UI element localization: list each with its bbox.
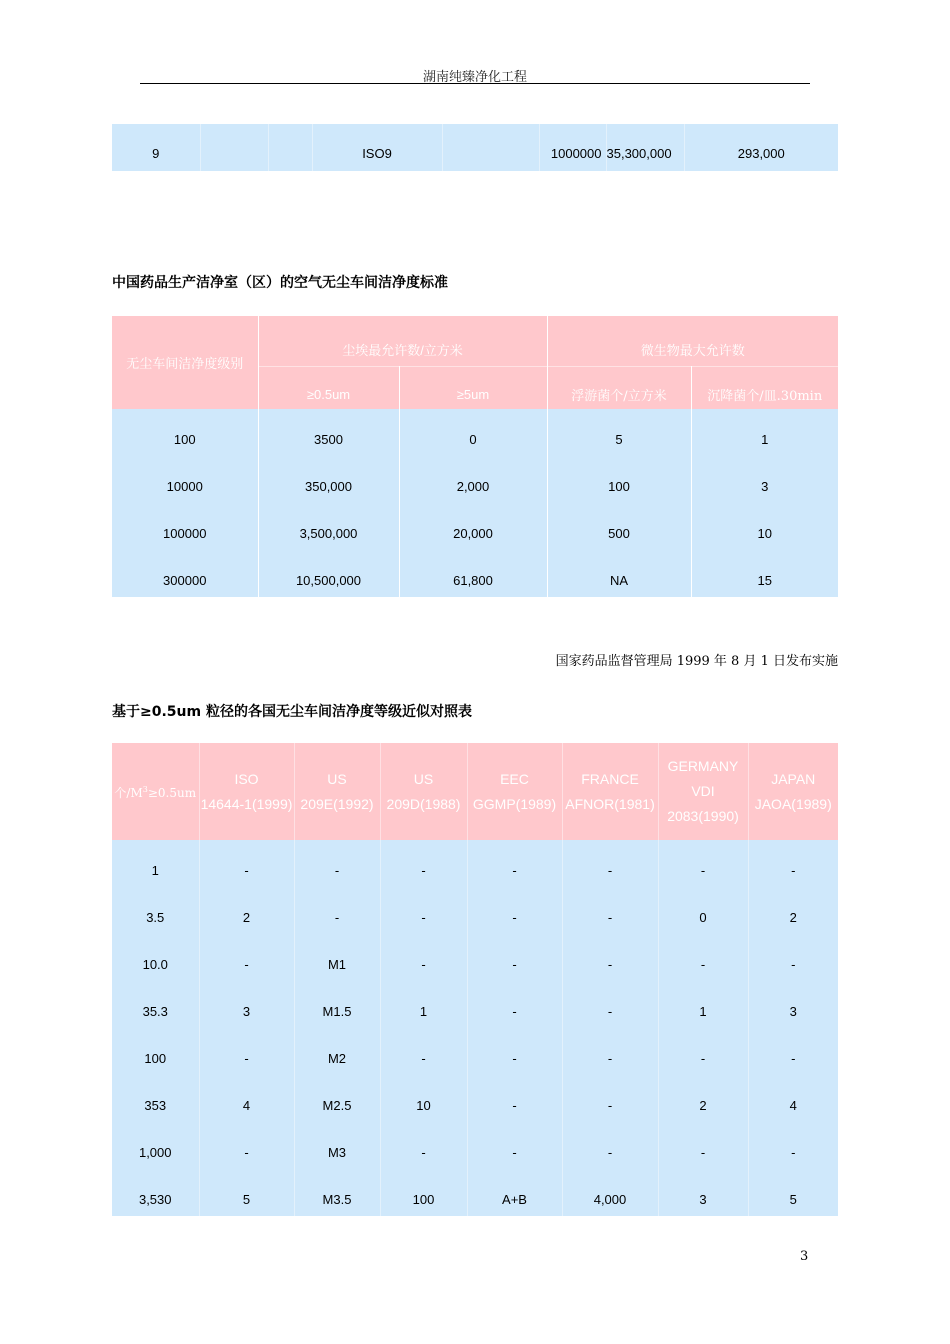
table-cell: -	[380, 934, 467, 981]
header-dust-limit: 尘埃最允许数/立方米	[258, 316, 547, 366]
subheader-settling-bacteria: 沉降菌个/皿.30min	[691, 366, 838, 409]
table-row	[112, 934, 838, 981]
header-japan: JAPAN JAOA(1989)	[748, 743, 838, 840]
table-cell: -	[748, 934, 838, 981]
table-row	[112, 1075, 838, 1122]
table-cell: 353	[112, 1075, 199, 1122]
table-cell: 10	[691, 503, 838, 550]
table-cell: 100000	[112, 503, 258, 550]
table-cell: -	[562, 1075, 658, 1122]
table-row	[112, 503, 838, 550]
comparison-table-body	[112, 840, 838, 1216]
table-cell: -	[467, 1075, 562, 1122]
table-cell: 2	[748, 887, 838, 934]
table-cell: 10000	[112, 456, 258, 503]
table-cell	[268, 124, 312, 171]
table-cell: 3	[691, 456, 838, 503]
table-cell: 1,000	[112, 1122, 199, 1169]
subheader-airborne-bacteria: 浮游菌个/立方米	[547, 366, 691, 409]
page-header: 湖南纯臻净化工程	[422, 70, 527, 85]
issuing-note: 国家药品监督管理局 1999 年 8 月 1 日发布实施	[555, 654, 838, 669]
table-cell: 10,500,000	[258, 550, 399, 597]
table-cell: 100	[112, 409, 258, 456]
table-cell: 4	[748, 1075, 838, 1122]
table-cell: -	[199, 840, 294, 887]
table-cell: 4	[199, 1075, 294, 1122]
table-cell	[200, 124, 268, 171]
table-cell: -	[380, 887, 467, 934]
table-cell: 3	[199, 981, 294, 1028]
table-cell: 350,000	[258, 456, 399, 503]
table-row	[112, 124, 838, 171]
page-number: 3	[800, 1249, 809, 1264]
table-cell: -	[467, 934, 562, 981]
table-cell: 0	[399, 409, 547, 456]
table-cell: -	[467, 887, 562, 934]
table-cell: 3,530	[112, 1169, 199, 1216]
table-cell: M1.5	[294, 981, 380, 1028]
table-row	[112, 1169, 838, 1216]
table-cell: 10	[380, 1075, 467, 1122]
table-cell: -	[294, 840, 380, 887]
table-cell: 3	[748, 981, 838, 1028]
table-header-row	[112, 743, 838, 840]
header-microbe-limit: 微生物最大允许数	[547, 316, 838, 366]
header-germany: GERMANY VDI 2083(1990)	[658, 743, 748, 840]
table-cell: M3	[294, 1122, 380, 1169]
table-cell: 10.0	[112, 934, 199, 981]
header-particle-count: 个$/M^3\ge 0.5um$	[112, 743, 199, 840]
table-cell: 2,000	[399, 456, 547, 503]
table-cell: -	[199, 1028, 294, 1075]
iso-continuation-table	[112, 124, 838, 171]
table-cell: 1	[380, 981, 467, 1028]
table-row	[112, 981, 838, 1028]
table-cell: -	[748, 840, 838, 887]
table-row	[112, 1122, 838, 1169]
table-cell: -	[658, 840, 748, 887]
table-cell: -	[748, 1122, 838, 1169]
china-cleanroom-table	[112, 316, 838, 597]
table-cell: -	[748, 1028, 838, 1075]
table-row	[112, 409, 838, 456]
table-cell: -	[467, 1028, 562, 1075]
table-cell: 1	[112, 840, 199, 887]
table-cell: 300000	[112, 550, 258, 597]
table-cell: 500	[547, 503, 691, 550]
subheader-5um: ≥5um	[399, 366, 547, 409]
section-title-china-standard: 中国药品生产洁净室（区）的空气无尘车间洁净度标准	[112, 275, 448, 291]
table-cell: 2	[199, 887, 294, 934]
table-cell: 61,800	[399, 550, 547, 597]
header-france: FRANCE AFNOR(1981)	[562, 743, 658, 840]
table-cell: -	[658, 1122, 748, 1169]
table-row	[112, 840, 838, 887]
table-cell: 5	[547, 409, 691, 456]
table-cell: 3500	[258, 409, 399, 456]
section-title-international-comparison: 基于≥0.5um 粒径的各国无尘车间洁净度等级近似对照表	[112, 704, 472, 720]
table-cell: -	[467, 840, 562, 887]
header-rule	[140, 83, 810, 84]
table-cell: -	[562, 840, 658, 887]
header-iso: ISO 14644-1(1999)	[199, 743, 294, 840]
table-cell: 5	[199, 1169, 294, 1216]
table-cell: A+B	[467, 1169, 562, 1216]
table-cell: M3.5	[294, 1169, 380, 1216]
table-cell: 3.5	[112, 887, 199, 934]
international-comparison-table	[112, 743, 838, 1216]
table-cell: NA	[547, 550, 691, 597]
table-row	[112, 456, 838, 503]
table-cell: 100	[380, 1169, 467, 1216]
table-cell: 15	[691, 550, 838, 597]
header-eec: EEC GGMP(1989)	[467, 743, 562, 840]
table-header-row	[112, 316, 838, 366]
table-cell: -	[562, 887, 658, 934]
table-cell: -	[562, 934, 658, 981]
table-cell: M1	[294, 934, 380, 981]
table-cell: -	[294, 887, 380, 934]
table-cell: -	[467, 1122, 562, 1169]
table-cell: 1	[658, 981, 748, 1028]
table-cell: -	[562, 981, 658, 1028]
table-cell: -	[562, 1122, 658, 1169]
header-us-209d: US 209D(1988)	[380, 743, 467, 840]
table-cell: -	[380, 1028, 467, 1075]
table-cell: 35.3	[112, 981, 199, 1028]
table-cell: 2	[658, 1075, 748, 1122]
table-cell: -	[199, 934, 294, 981]
table-cell: 1000000	[539, 124, 606, 171]
table-cell: -	[658, 934, 748, 981]
table-cell	[442, 124, 539, 171]
table-cell: 4,000	[562, 1169, 658, 1216]
table-cell: -	[199, 1122, 294, 1169]
table-row	[112, 550, 838, 597]
table-cell: -	[658, 1028, 748, 1075]
table-cell: ISO9	[312, 124, 442, 171]
table-cell: 0	[658, 887, 748, 934]
table-cell: 100	[112, 1028, 199, 1075]
header-us-209e: US 209E(1992)	[294, 743, 380, 840]
table-cell: 1	[691, 409, 838, 456]
table-cell: 9	[112, 124, 200, 171]
header-cleanliness-level: 无尘车间洁净度级别	[112, 316, 258, 409]
subheader-0-5um: ≥0.5um	[258, 366, 399, 409]
table-cell: 3,500,000	[258, 503, 399, 550]
table-cell: 293,000	[684, 124, 838, 171]
table-cell: M2	[294, 1028, 380, 1075]
table-cell: -	[562, 1028, 658, 1075]
table-cell: M2.5	[294, 1075, 380, 1122]
table-cell: 5	[748, 1169, 838, 1216]
table-row	[112, 887, 838, 934]
table-cell: 20,000	[399, 503, 547, 550]
table-cell: -	[467, 981, 562, 1028]
table-cell: -	[380, 1122, 467, 1169]
table-cell: 3	[658, 1169, 748, 1216]
table-cell: -	[380, 840, 467, 887]
table-cell: 35,300,000	[606, 124, 684, 171]
table-cell: 100	[547, 456, 691, 503]
table-row	[112, 1028, 838, 1075]
